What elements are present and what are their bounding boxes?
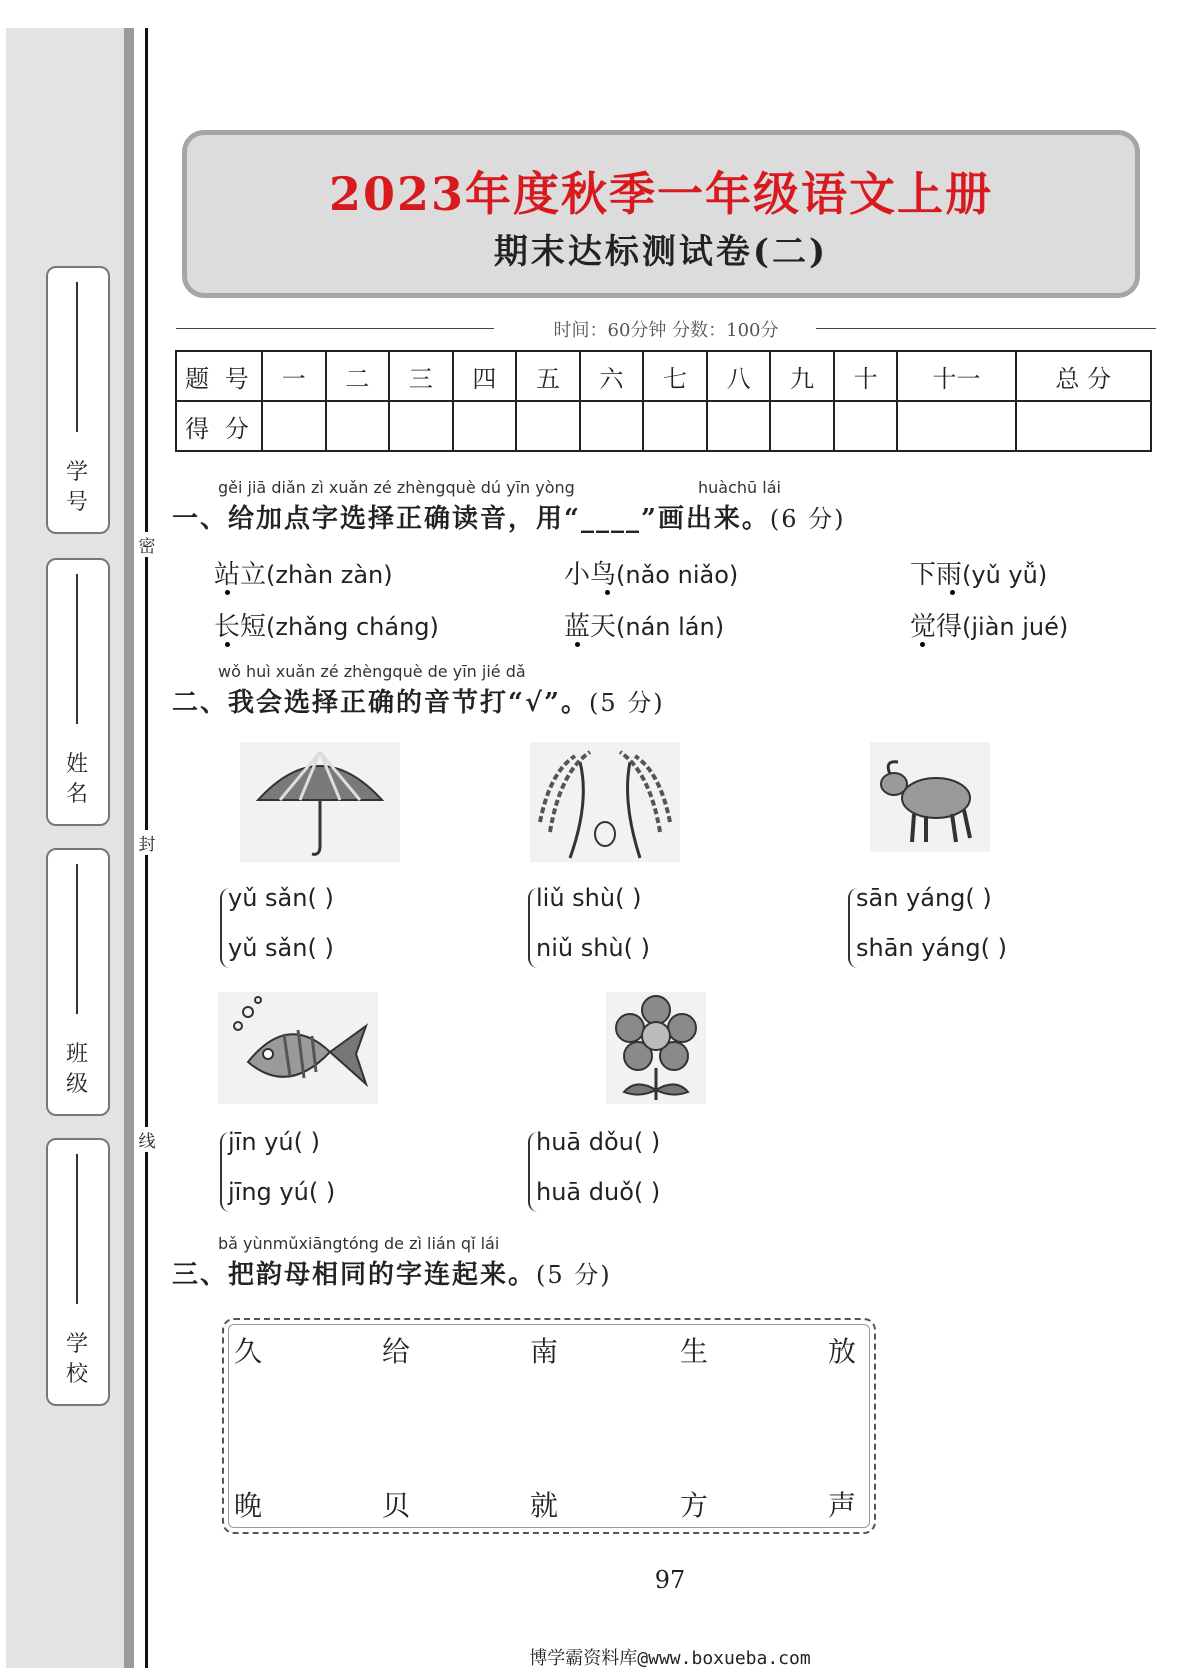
column-header: 四 bbox=[453, 351, 517, 401]
q1-options: (nǎo niǎo) bbox=[616, 561, 739, 589]
column-header: 八 bbox=[707, 351, 771, 401]
match-char-top[interactable]: 久 bbox=[234, 1335, 263, 1368]
time-score-row bbox=[176, 316, 1156, 340]
umbrella-image bbox=[240, 742, 400, 862]
score-cell[interactable] bbox=[1016, 401, 1152, 451]
score-cell[interactable] bbox=[453, 401, 517, 451]
column-header: 五 bbox=[516, 351, 580, 401]
binding-rule bbox=[124, 28, 134, 1668]
score-cell[interactable] bbox=[834, 401, 898, 451]
field-label: 学 校 bbox=[65, 1332, 88, 1387]
emphasis-dot bbox=[225, 590, 230, 595]
flower-image bbox=[606, 992, 706, 1104]
q2-choice[interactable]: sān yáng( ) bbox=[856, 884, 992, 912]
emphasis-dot bbox=[920, 642, 925, 647]
q3-pinyin: bǎ yùnmǔxiāngtóng de zì lián qǐ lái bbox=[218, 1234, 500, 1253]
q2-choice[interactable]: huā dǒu( ) bbox=[536, 1128, 661, 1156]
q1-pinyin: gěi jiā diǎn zì xuǎn zé zhèngquè dú yīn yòng bbox=[218, 478, 575, 497]
q1-options: (zhàn zàn) bbox=[266, 561, 393, 589]
emphasis-dot bbox=[605, 590, 610, 595]
score-cell[interactable] bbox=[770, 401, 834, 451]
table-row bbox=[176, 401, 1151, 451]
q1-points: (6 分) bbox=[769, 505, 846, 533]
score-cell[interactable] bbox=[580, 401, 644, 451]
q2-choice[interactable]: yǔ sǎn( ) bbox=[228, 884, 334, 912]
score-cell[interactable] bbox=[262, 401, 326, 451]
score-cell[interactable] bbox=[897, 401, 1015, 451]
column-header: 九 bbox=[770, 351, 834, 401]
column-header: 十一 bbox=[897, 351, 1015, 401]
column-header: 七 bbox=[643, 351, 707, 401]
page-title: 2023年度秋季一年级语文上册 bbox=[328, 167, 994, 221]
page-subtitle: 期末达标测试卷(二) bbox=[493, 232, 829, 272]
match-char-bottom[interactable]: 声 bbox=[828, 1489, 857, 1522]
q1-item[interactable] bbox=[564, 606, 724, 643]
q2-choice[interactable]: shān yáng( ) bbox=[856, 934, 1007, 962]
q2-choice[interactable]: liǔ shù( ) bbox=[536, 884, 642, 912]
column-header: 三 bbox=[389, 351, 453, 401]
q3-title-text: 三、把韵母相同的字连起来。 bbox=[172, 1260, 537, 1290]
q2-title-text: 二、我会选择正确的音节打“√”。 bbox=[172, 688, 589, 718]
q3-points: (5 分) bbox=[536, 1261, 612, 1289]
emphasis-dot bbox=[575, 642, 580, 647]
q1-item[interactable] bbox=[214, 606, 439, 643]
match-char-bottom[interactable]: 晚 bbox=[234, 1489, 263, 1522]
willow-tree-image bbox=[530, 742, 680, 862]
column-header: 一 bbox=[262, 351, 326, 401]
match-char-top[interactable]: 南 bbox=[530, 1335, 559, 1368]
q1-word: 小鸟 bbox=[564, 560, 617, 590]
field-label: 班 级 bbox=[65, 1042, 88, 1097]
q3-title bbox=[172, 1254, 612, 1291]
q1-word: 觉得 bbox=[910, 612, 963, 642]
q1-title bbox=[172, 498, 846, 535]
student-id-field[interactable] bbox=[46, 266, 110, 534]
score-cell[interactable] bbox=[389, 401, 453, 451]
emphasis-dot bbox=[950, 590, 955, 595]
q2-choice[interactable]: yǔ sǎn( ) bbox=[228, 934, 334, 962]
q2-choice[interactable]: huā duǒ( ) bbox=[536, 1178, 661, 1206]
match-char-bottom[interactable]: 方 bbox=[680, 1489, 709, 1522]
q1-word: 蓝天 bbox=[564, 612, 617, 642]
field-label: 姓 名 bbox=[65, 752, 88, 807]
q1-word: 下雨 bbox=[910, 560, 963, 590]
match-char-bottom[interactable]: 就 bbox=[530, 1489, 559, 1522]
q1-item[interactable] bbox=[214, 554, 393, 591]
q1-options: (jiàn jué) bbox=[962, 613, 1069, 641]
seal-char: 密 bbox=[136, 532, 158, 557]
q1-item[interactable] bbox=[564, 554, 738, 591]
q2-title bbox=[172, 682, 665, 719]
goat-image bbox=[870, 742, 990, 852]
column-header: 二 bbox=[326, 351, 390, 401]
q2-choice[interactable]: niǔ shù( ) bbox=[536, 934, 650, 962]
fill-line bbox=[76, 282, 78, 432]
goldfish-image bbox=[218, 992, 378, 1104]
seal-char: 封 bbox=[136, 830, 158, 855]
fill-line bbox=[76, 864, 78, 1014]
match-char-top[interactable]: 生 bbox=[680, 1335, 709, 1368]
score-table bbox=[175, 350, 1152, 452]
match-char-top[interactable]: 给 bbox=[382, 1335, 411, 1368]
page-number: 97 bbox=[654, 1566, 686, 1594]
q1-options: (nán lán) bbox=[616, 613, 725, 641]
field-label: 学 号 bbox=[65, 460, 88, 515]
q1-item[interactable] bbox=[910, 554, 1047, 591]
q1-options: (zhǎng cháng) bbox=[266, 613, 439, 641]
footer-watermark: 博学霸资料库@www.boxueba.com bbox=[529, 1648, 811, 1669]
class-field[interactable] bbox=[46, 848, 110, 1116]
q1-title-text: 一、给加点字选择正确读音，用“____”画出来。 bbox=[172, 504, 770, 534]
q1-word: 站立 bbox=[214, 560, 267, 590]
q1-word: 长短 bbox=[214, 612, 267, 642]
score-cell[interactable] bbox=[326, 401, 390, 451]
table-row-label: 得 分 bbox=[176, 401, 262, 451]
time-score-text: 时间：60分钟 分数：100分 bbox=[553, 320, 779, 341]
q1-options: (yǔ yǚ) bbox=[962, 561, 1048, 589]
fill-line bbox=[76, 1154, 78, 1304]
match-char-bottom[interactable]: 贝 bbox=[382, 1489, 411, 1522]
name-field[interactable] bbox=[46, 558, 110, 826]
q1-pinyin: huàchū lái bbox=[698, 478, 781, 497]
school-field[interactable] bbox=[46, 1138, 110, 1406]
score-cell[interactable] bbox=[516, 401, 580, 451]
score-cell[interactable] bbox=[707, 401, 771, 451]
table-row bbox=[176, 351, 1151, 401]
score-cell[interactable] bbox=[643, 401, 707, 451]
column-header: 六 bbox=[580, 351, 644, 401]
q1-item[interactable] bbox=[910, 606, 1068, 643]
seal-char: 线 bbox=[136, 1127, 158, 1152]
q2-choice[interactable]: jīn yú( ) bbox=[228, 1128, 320, 1156]
match-char-top[interactable]: 放 bbox=[828, 1335, 857, 1368]
table-header-label: 题 号 bbox=[176, 351, 262, 401]
column-header: 十 bbox=[834, 351, 898, 401]
q2-choice[interactable]: jīng yú( ) bbox=[228, 1178, 336, 1206]
q2-points: (5 分) bbox=[589, 689, 665, 717]
fill-line bbox=[76, 574, 78, 724]
q2-pinyin: wǒ huì xuǎn zé zhèngquè de yīn jié dǎ bbox=[218, 662, 526, 681]
emphasis-dot bbox=[225, 642, 230, 647]
column-header: 总 分 bbox=[1016, 351, 1152, 401]
